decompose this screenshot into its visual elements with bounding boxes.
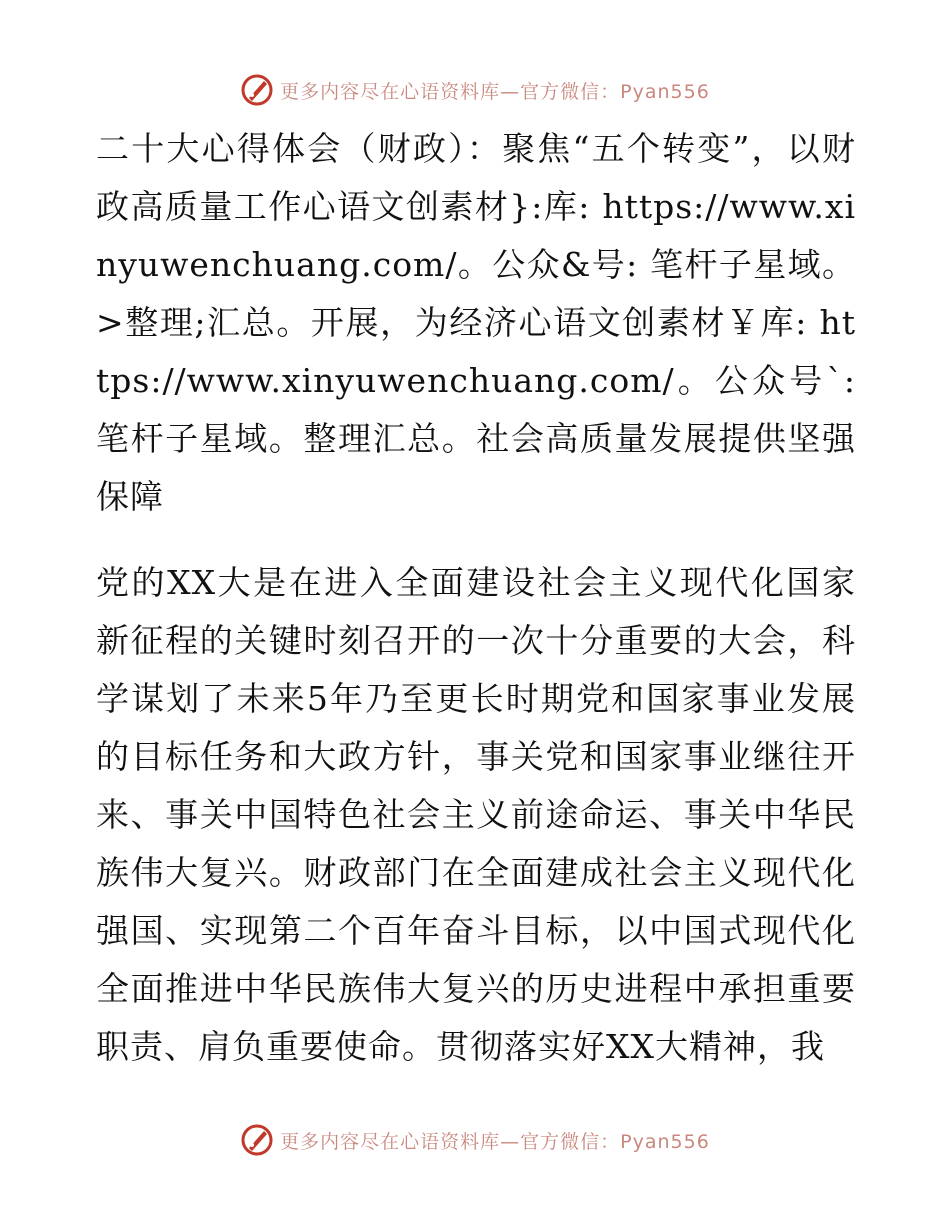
title-paragraph: 二十大心得体会（财政）：聚焦“五个转变”，以财政高质量工作心语文创素材}:库: https://www.xinyuwenchuang.com/。公众&号: 笔杆子星域。>整理;汇总。开展，为经济心语文创素材￥库: https://www.xinyuwenchuang.com/。公众号`: 笔杆子星域。整理汇总。社会高质量发展提供坚强保障 — [96, 129, 856, 516]
pen-logo-icon — [240, 1123, 274, 1157]
pen-logo-icon — [240, 73, 274, 107]
document-body — [96, 120, 856, 1076]
footer-banner-text: 更多内容尽在心语资料库—官方微信：Pyan556 — [280, 1130, 710, 1153]
body-paragraph: 党的XX大是在进入全面建设社会主义现代化国家新征程的关键时刻召开的一次十分重要的大会，科学谋划了未来5年乃至更长时期党和国家事业发展的目标任务和大政方针，事关党和国家事业继往开来、事关中国特色社会主义前途命运、事关中华民族伟大复兴。财政部门在全面建成社会主义现代化强国、实现第二个百年奋斗目标，以中国式现代化全面推进中华民族伟大复兴的历史进程中承担重要职责、肩负重要使命。贯彻落实好XX大精神，我 — [96, 563, 856, 1066]
header-banner-text: 更多内容尽在心语资料库—官方微信：Pyan556 — [280, 80, 710, 103]
footer-banner — [0, 1120, 950, 1160]
header-banner — [0, 70, 950, 110]
